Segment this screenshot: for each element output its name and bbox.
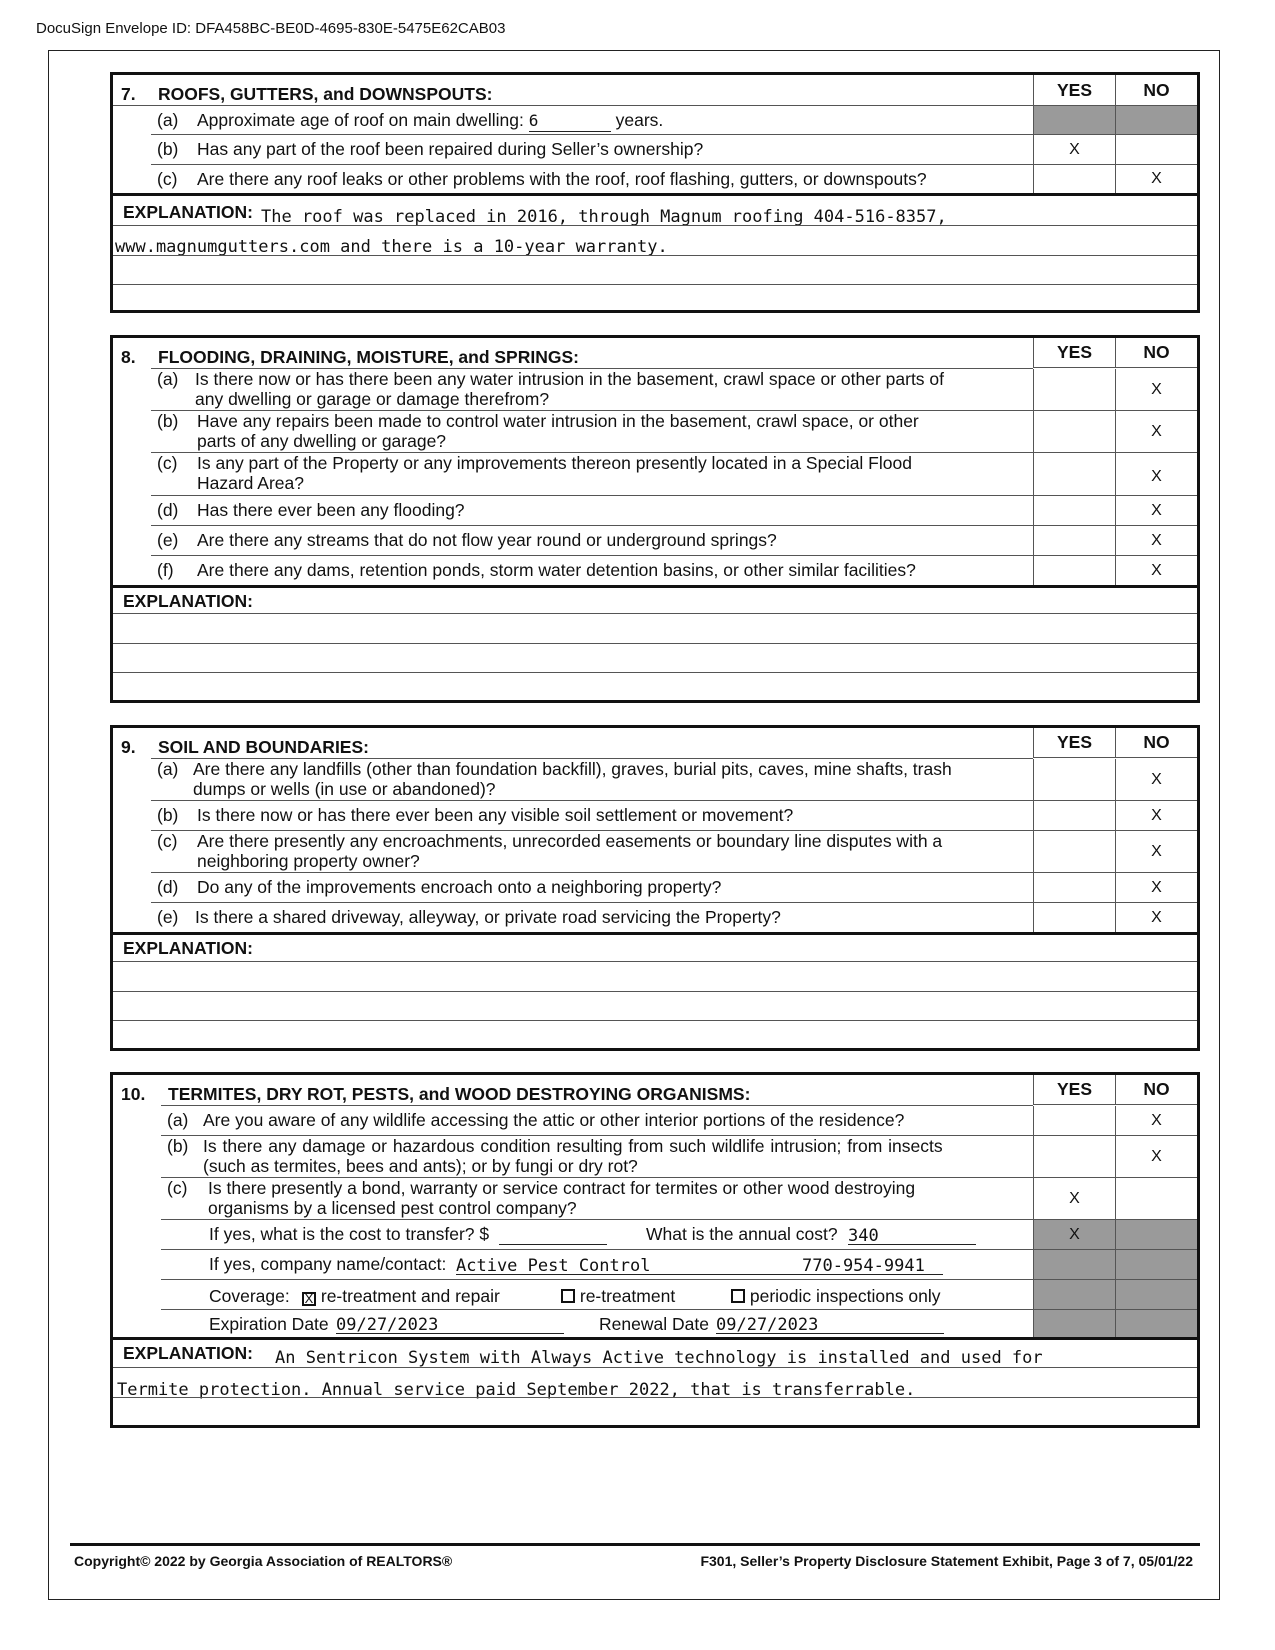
company-field-underline bbox=[456, 1274, 943, 1275]
question-row-a bbox=[113, 1106, 1197, 1135]
question-row-e bbox=[113, 903, 1197, 935]
company-label: If yes, company name/contact: bbox=[209, 1254, 447, 1274]
checkbox-checked-icon[interactable]: X bbox=[302, 1292, 316, 1306]
question-text-line-1: Is any part of the Property or any improvements thereon presently located in a Special Flood bbox=[197, 453, 912, 473]
question-letter: (e) bbox=[157, 530, 179, 550]
question-text-line-2: (such as termites, bees and ants); or by fungi or dry rot? bbox=[203, 1156, 638, 1176]
coverage-option-inspections[interactable] bbox=[731, 1286, 941, 1307]
yes-answer[interactable] bbox=[1033, 369, 1115, 410]
no-cell-shaded bbox=[1115, 106, 1197, 134]
section-header-row bbox=[113, 75, 1197, 106]
explanation-line bbox=[113, 991, 1197, 992]
no-column-header: NO bbox=[1115, 1075, 1197, 1105]
yes-column-header: YES bbox=[1033, 728, 1115, 758]
no-answer[interactable]: X bbox=[1115, 526, 1197, 555]
yes-answer[interactable] bbox=[1033, 801, 1115, 830]
expiration-date-field[interactable]: 09/27/2023 bbox=[336, 1315, 564, 1334]
explanation-text-line-1[interactable]: The roof was replaced in 2016, through Magnum roofing 404-516-8357, bbox=[261, 207, 947, 227]
transfer-cost-label: If yes, what is the cost to transfer? $ bbox=[209, 1224, 490, 1244]
roof-age-field[interactable]: 6 bbox=[529, 110, 611, 132]
section-number: 9. bbox=[121, 737, 136, 757]
transfer-cost-row bbox=[113, 1220, 1197, 1249]
roof-age-label: Approximate age of roof on main dwelling: bbox=[197, 110, 524, 130]
yes-answer[interactable] bbox=[1033, 759, 1115, 800]
question-text: Are there any streams that do not flow year round or underground springs? bbox=[197, 530, 777, 550]
no-answer[interactable]: X bbox=[1115, 759, 1197, 800]
explanation-line bbox=[113, 613, 1197, 614]
question-row-c bbox=[113, 165, 1197, 196]
question-text-line-1: Have any repairs been made to control water intrusion in the basement, crawl space, or other bbox=[197, 411, 919, 431]
no-answer[interactable] bbox=[1115, 1178, 1197, 1219]
no-answer[interactable]: X bbox=[1115, 903, 1197, 932]
question-letter: (d) bbox=[157, 500, 179, 520]
question-text: Are you aware of any wildlife accessing the attic or other interior portions of the residence? bbox=[203, 1110, 905, 1130]
question-row-c bbox=[113, 1178, 1197, 1219]
question-text: Are there any dams, retention ponds, storm water detention basins, or other similar facilities? bbox=[197, 560, 916, 580]
yes-answer[interactable] bbox=[1033, 903, 1115, 932]
question-row-a bbox=[113, 369, 1197, 410]
explanation-line bbox=[113, 1397, 1197, 1398]
question-letter: (c) bbox=[157, 831, 178, 851]
explanation-line bbox=[113, 255, 1197, 256]
question-letter: (c) bbox=[157, 169, 178, 189]
question-row-a bbox=[113, 759, 1197, 800]
question-text-line-1: Is there now or has there been any water intrusion in the basement, crawl space or other parts of bbox=[195, 369, 945, 389]
yes-answer[interactable]: X bbox=[1033, 1178, 1115, 1219]
no-answer[interactable]: X bbox=[1115, 556, 1197, 585]
question-letter: (f) bbox=[157, 560, 174, 580]
explanation-line bbox=[113, 1020, 1197, 1021]
no-answer[interactable]: X bbox=[1115, 369, 1197, 410]
no-answer[interactable]: X bbox=[1115, 801, 1197, 830]
no-answer[interactable]: X bbox=[1115, 831, 1197, 872]
question-text-line-2: Hazard Area? bbox=[197, 473, 305, 493]
question-text-line-2: parts of any dwelling or garage? bbox=[197, 431, 447, 451]
yes-column-header: YES bbox=[1033, 338, 1115, 368]
question-row-e bbox=[113, 526, 1197, 555]
coverage-option-retreatment[interactable] bbox=[561, 1286, 675, 1307]
question-text-line-1: Are there presently any encroachments, unrecorded easements or boundary line disputes with a bbox=[197, 831, 943, 851]
section-title: SOIL AND BOUNDARIES: bbox=[158, 737, 369, 757]
question-text-line-1: Is there any damage or hazardous condition resulting from such wildlife intrusion; from insects bbox=[203, 1136, 943, 1156]
question-letter: (e) bbox=[157, 907, 179, 927]
no-answer[interactable] bbox=[1115, 135, 1197, 164]
no-answer[interactable]: X bbox=[1115, 1136, 1197, 1177]
no-cell-shaded bbox=[1115, 1220, 1197, 1249]
docusign-envelope-id: DocuSign Envelope ID: DFA458BC-BE0D-4695-830E-5475E62CAB03 bbox=[36, 20, 506, 37]
explanation-text-line-2[interactable]: www.magnumgutters.com and there is a 10-year warranty. bbox=[115, 237, 668, 257]
transfer-cost-field[interactable] bbox=[499, 1226, 607, 1245]
yes-answer[interactable] bbox=[1033, 165, 1115, 193]
question-letter: (a) bbox=[167, 1110, 189, 1130]
no-cell-shaded bbox=[1115, 1280, 1197, 1309]
checkbox-empty-icon[interactable] bbox=[731, 1289, 745, 1303]
section-9-soil bbox=[110, 725, 1200, 1051]
question-text-line-1: Are there any landfills (other than foundation backfill), graves, burial pits, caves, mine shafts, trash bbox=[193, 759, 952, 779]
explanation-label: EXPLANATION: bbox=[123, 938, 253, 958]
question-letter: (c) bbox=[157, 453, 178, 473]
coverage-label: Coverage: bbox=[209, 1286, 290, 1306]
no-answer[interactable]: X bbox=[1115, 165, 1197, 193]
question-text-line-2: any dwelling or garage or damage therefrom? bbox=[195, 389, 550, 409]
question-text bbox=[197, 110, 663, 132]
checkbox-empty-icon[interactable] bbox=[561, 1289, 575, 1303]
question-text-line-2: organisms by a licensed pest control company? bbox=[208, 1198, 577, 1218]
yes-answer[interactable]: X bbox=[1033, 1220, 1115, 1249]
question-row-c bbox=[113, 831, 1197, 872]
question-text-line-1: Is there presently a bond, warranty or service contract for termites or other wood destroying bbox=[208, 1178, 916, 1198]
explanation-text-line-2[interactable]: Termite protection. Annual service paid September 2022, that is transferrable. bbox=[117, 1380, 916, 1400]
company-row bbox=[113, 1250, 1197, 1279]
question-row-d bbox=[113, 496, 1197, 525]
section-8-flooding bbox=[110, 335, 1200, 703]
question-row-b bbox=[113, 135, 1197, 164]
question-letter: (a) bbox=[157, 759, 179, 779]
question-letter: (b) bbox=[167, 1136, 189, 1156]
question-text: Has any part of the roof been repaired during Seller’s ownership? bbox=[197, 139, 704, 159]
coverage-row bbox=[113, 1280, 1197, 1309]
no-cell-shaded bbox=[1115, 1250, 1197, 1279]
yes-cell-shaded bbox=[1033, 106, 1115, 134]
yes-column-header: YES bbox=[1033, 1075, 1115, 1105]
question-text: Is there now or has there ever been any visible soil settlement or movement? bbox=[197, 805, 794, 825]
explanation-line bbox=[113, 1367, 1197, 1368]
question-letter: (d) bbox=[157, 877, 179, 897]
section-header-row bbox=[113, 338, 1197, 368]
yes-answer[interactable] bbox=[1033, 496, 1115, 525]
question-row-b bbox=[113, 1136, 1197, 1177]
question-letter: (b) bbox=[157, 411, 179, 431]
explanation-line bbox=[113, 672, 1197, 673]
yes-answer[interactable] bbox=[1033, 556, 1115, 585]
explanation-label: EXPLANATION: bbox=[123, 591, 253, 611]
no-column-header: NO bbox=[1115, 728, 1197, 758]
no-answer[interactable]: X bbox=[1115, 1106, 1197, 1135]
annual-cost-label: What is the annual cost? bbox=[646, 1224, 838, 1244]
section-number: 10. bbox=[121, 1084, 146, 1104]
question-row-a bbox=[113, 106, 1197, 134]
no-answer[interactable]: X bbox=[1115, 411, 1197, 452]
yes-answer[interactable] bbox=[1033, 453, 1115, 495]
explanation-line bbox=[113, 225, 1197, 226]
section-header-row bbox=[113, 1075, 1197, 1105]
explanation-line bbox=[113, 284, 1197, 285]
option-label: re-treatment and repair bbox=[320, 1286, 500, 1306]
no-answer[interactable]: X bbox=[1115, 496, 1197, 525]
section-header-row bbox=[113, 728, 1197, 758]
coverage-option-repair[interactable] bbox=[302, 1286, 500, 1307]
no-answer[interactable]: X bbox=[1115, 873, 1197, 902]
question-row-b bbox=[113, 801, 1197, 830]
yes-cell-shaded bbox=[1033, 1310, 1115, 1337]
question-row-d bbox=[113, 873, 1197, 902]
question-text-line-2: neighboring property owner? bbox=[197, 851, 420, 871]
question-text: Do any of the improvements encroach onto a neighboring property? bbox=[197, 877, 722, 897]
section-number: 7. bbox=[121, 84, 136, 104]
yes-answer[interactable] bbox=[1033, 1106, 1115, 1135]
question-text: Are there any roof leaks or other problems with the roof, roof flashing, gutters, or downspouts? bbox=[197, 169, 927, 189]
question-text-line-2: dumps or wells (in use or abandoned)? bbox=[193, 779, 496, 799]
explanation-line bbox=[113, 961, 1197, 962]
question-text: Has there ever been any flooding? bbox=[197, 500, 465, 520]
question-row-f bbox=[113, 556, 1197, 588]
question-letter: (a) bbox=[157, 110, 179, 130]
explanation-line bbox=[113, 643, 1197, 644]
renewal-label: Renewal Date bbox=[599, 1314, 709, 1334]
form-identifier: F301, Seller’s Property Disclosure Statement Exhibit, Page 3 of 7, 05/01/22 bbox=[700, 1553, 1193, 1569]
yes-answer[interactable] bbox=[1033, 411, 1115, 452]
question-row-c bbox=[113, 453, 1197, 495]
option-label: periodic inspections only bbox=[749, 1286, 941, 1306]
yes-answer[interactable] bbox=[1033, 831, 1115, 872]
section-title: FLOODING, DRAINING, MOISTURE, and SPRINGS: bbox=[158, 347, 579, 367]
section-title: TERMITES, DRY ROT, PESTS, and WOOD DESTROYING ORGANISMS: bbox=[168, 1084, 751, 1104]
dates-row bbox=[113, 1310, 1197, 1340]
years-label: years. bbox=[615, 110, 664, 130]
footer-rule bbox=[70, 1543, 1200, 1546]
explanation-label: EXPLANATION: bbox=[123, 202, 253, 222]
no-cell-shaded bbox=[1115, 1310, 1197, 1337]
yes-answer[interactable] bbox=[1033, 1136, 1115, 1177]
section-title: ROOFS, GUTTERS, and DOWNSPOUTS: bbox=[158, 84, 493, 104]
question-row-b bbox=[113, 411, 1197, 452]
explanation-text-line-1[interactable]: An Sentricon System with Always Active technology is installed and used for bbox=[275, 1348, 1043, 1368]
yes-cell-shaded bbox=[1033, 1250, 1115, 1279]
yes-cell-shaded bbox=[1033, 1280, 1115, 1309]
yes-answer[interactable] bbox=[1033, 873, 1115, 902]
yes-answer[interactable]: X bbox=[1033, 135, 1115, 164]
question-letter: (c) bbox=[167, 1178, 188, 1198]
no-column-header: NO bbox=[1115, 75, 1197, 105]
question-letter: (b) bbox=[157, 139, 179, 159]
question-letter: (a) bbox=[157, 369, 179, 389]
renewal-date-field[interactable]: 09/27/2023 bbox=[716, 1315, 944, 1334]
yes-column-header: YES bbox=[1033, 75, 1115, 105]
copyright-notice: Copyright© 2022 by Georgia Association of REALTORS® bbox=[74, 1553, 453, 1569]
company-name-field[interactable]: Active Pest Control bbox=[456, 1256, 651, 1276]
section-7-roofs bbox=[110, 72, 1200, 313]
section-number: 8. bbox=[121, 347, 136, 367]
expiration-label: Expiration Date bbox=[209, 1314, 329, 1334]
question-text: Is there a shared driveway, alleyway, or private road servicing the Property? bbox=[195, 907, 781, 927]
option-label: re-treatment bbox=[579, 1286, 676, 1306]
no-answer[interactable]: X bbox=[1115, 453, 1197, 495]
no-column-header: NO bbox=[1115, 338, 1197, 368]
question-letter: (b) bbox=[157, 805, 179, 825]
yes-answer[interactable] bbox=[1033, 526, 1115, 555]
annual-cost-field[interactable]: 340 bbox=[848, 1226, 976, 1245]
section-10-termites bbox=[110, 1072, 1200, 1428]
company-phone-field[interactable]: 770-954-9941 bbox=[802, 1256, 925, 1276]
explanation-label: EXPLANATION: bbox=[123, 1343, 253, 1363]
